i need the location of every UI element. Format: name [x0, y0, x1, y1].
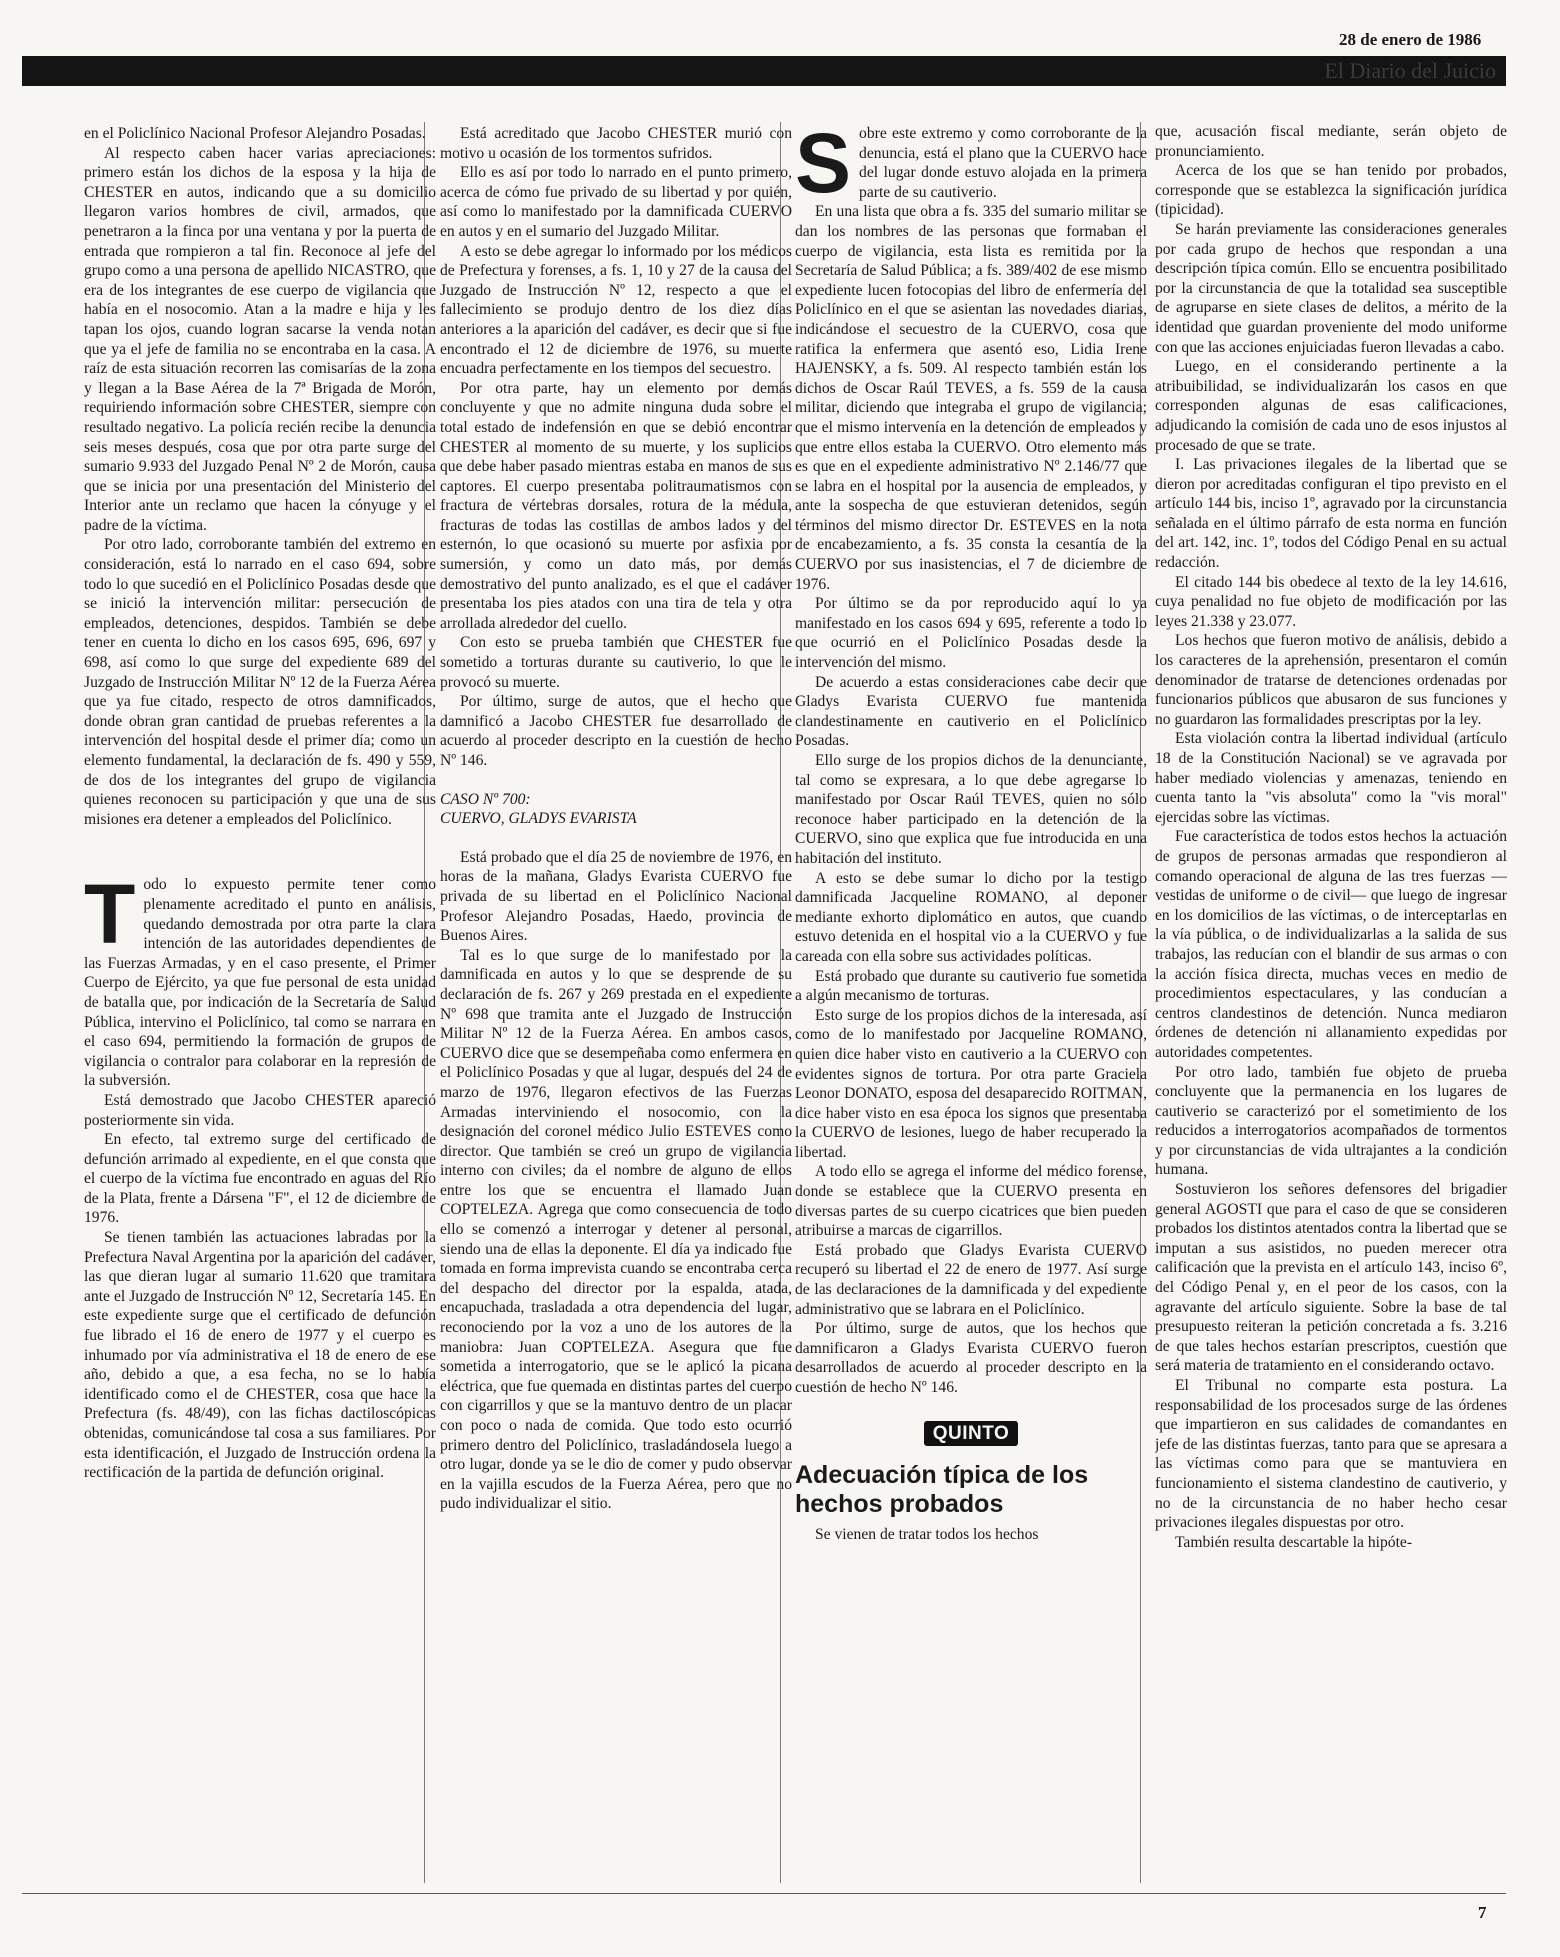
paragraph: Con esto se prueba también que CHESTER fue sometido a torturas durante su cautiverio, lo que le provocó su muerte.: [440, 634, 792, 691]
paragraph: A esto se debe sumar lo dicho por la testigo damnificada Jacqueline ROMANO, al deponer mediante exhorto diplomático en autos, que cuando estuvo detenida en el hospital vio a la CUERVO y fue careada con ella sobre sus actividades políticas.: [795, 869, 1147, 965]
paragraph: Por último se da por reproducido aquí lo ya manifestado en los casos 694 y 695, referente a todo lo que ocurrió en el Policlínico Posadas desde la intervención del mismo.: [795, 595, 1147, 672]
paragraph-text: odo lo expuesto permite tener como plenamente acreditado el punto en análisis, quedando demostrada por otra parte la clara intención de las autoridades dependientes de las Fuerzas Armadas, y en el caso presente, el Primer Cuerpo de Ejército, ya que fue personal de esta unidad de batalla que, por indicación de la Secretaría de Salud Pública, intervino el Policlínico, tal como se narrara en el caso 694, permitiendo la formación de grupos de vigilancia o contralor para colaborar en la represión de la subversión.: [84, 876, 436, 1090]
page-number: 7: [1478, 1903, 1487, 1922]
section-label: [795, 1424, 1147, 1444]
paragraph: Está probado que Gladys Evarista CUERVO recuperó su libertad el 22 de enero de 1977. Así surge de las declaraciones de la damnificada y del expediente administrativo que se labrara en el Policlínico.: [795, 1241, 1147, 1318]
paragraph: Está demostrado que Jacobo CHESTER apareció posteriormente sin vida.: [84, 1091, 436, 1129]
paragraph: Está probado que el día 25 de noviembre de 1976, en horas de la mañana, Gladys Evarista CUERVO fue privada de su libertad en el Policlínico Nacional Profesor Alejandro Posadas, Haedo, provincia de Buenos Aires.: [440, 848, 792, 945]
paragraph: en el Policlínico Nacional Profesor Alejandro Posadas.: [84, 125, 426, 142]
text-column-3: [795, 124, 1147, 1885]
paragraph: A esto se debe agregar lo informado por los médicos de Prefectura y forenses, a fs. 1, 10 y 27 de la causa del Juzgado de Instrucción Nº 12, respecto a que el fallecimiento se produjo dentro de los diez días anteriores a la aparición del cadáver, es decir que si fue encontrado el 12 de diciembre de 1976, su muerte encuadra perfectamente en los tiempos del secuestro.: [440, 242, 792, 378]
paragraph: Sostuvieron los señores defensores del brigadier general AGOSTI que para el caso de que se consideren probados los distintos atentados contra la libertad que se imputan a sus asistidos, no pueden merecer otra calificación que la prevista en el artículo 143, inciso 6º, del Código Penal y, en el peor de los casos, con la agravante del artículo siguiente. Sobre la base de tal presupuesto reiteran la petición concretada a fs. 3.216 de que tales hechos estarían prescriptos, cuestión que será materia de tratamiento en el considerando octavo.: [1155, 1181, 1507, 1375]
paragraph: El citado 144 bis obedece al texto de la ley 14.616, cuya penalidad no fue objeto de modificación por las leyes 21.338 y 23.077.: [1155, 573, 1507, 630]
paragraph: Tal es lo que surge de lo manifestado por la damnificada en autos y lo que se desprende de su declaración de fs. 267 y 269 prestada en el expediente Nº 698 que tramita ante el Juzgado de Instrucción Militar Nº 12 de la Fuerza Aérea. En ambos casos, CUERVO dice que se desempeñaba como enfermera en el Policlínico Posadas y que al lugar, después del 24 de marzo de 1976, llegaron efectivos de las Fuerzas Armadas interviniendo el nosocomio, con la designación del coronel médico Julio ESTEVES como director. Que también se creó un grupo de vigilancia interno con civiles; da el nombre de alguno de ellos entre los que se encuentra el llamado Juan COPTELEZA. Agrega que como consecuencia de todo ello se comenzó a interrogar y detener al personal, siendo una de ellas la deponente. El día ya indicado fue tomada en forma imprevista cuando se encontraba cerca del despacho del director por la espalda, atada, encapuchada, trasladada a otra dependencia del lugar, reconociendo por la voz a uno de los autores de la maniobra: Juan COPTELEZA. Asegura que fue sometida a interrogatorio, que se le aplicó la picana eléctrica, que fue quemada en distintas partes del cuerpo con cigarrillos y que se la mantuvo dentro de un placar con poco o nada de comida. Que todo esto ocurrió primero dentro del Policlínico, trasladándosela luego a otro lugar, donde ya se le dio de comer y pudo observar en la vajilla escudos de la Fuerza Aérea, pero que no pudo individualizar el sitio.: [440, 946, 792, 1513]
paragraph: Esto surge de los propios dichos de la interesada, así como de lo manifestado por Jacqueline ROMANO, quien dice haber visto en cautiverio a la CUERVO con evidentes signos de tortura. Por otra parte Graciela Leonor DONATO, esposa del desaparecido ROITMAN, dice haber visto en esa época los signos que presentaba la CUERVO de lesiones, luego de haber recuperado la libertad.: [795, 1006, 1147, 1161]
paragraph: Por otro lado, también fue objeto de prueba concluyente que la permanencia en los lugares de cautiverio se caracterizó por el sometimiento de los reducidos a interrogatorios acompañados de tormentos y por circunstancias de vida ultrajantes a la condición humana.: [1155, 1063, 1507, 1179]
case-heading-number: CASO Nº 700:: [440, 790, 531, 808]
section-label-text: QUINTO: [924, 1421, 1019, 1446]
paragraph: El Tribunal no comparte esta postura. La responsabilidad de los procesados surge de las órdenes que impartieron en sus calidades de comandantes en jefe de las distintas fuerzas, tanto para que se apresara a las víctimas como para que se mantuviera en funcionamiento el sistema clandestino de cautiverio, y no de la circunstancia de no haber hecho cesar privaciones ilegales dispuestas por otro.: [1155, 1377, 1507, 1532]
paragraph: Fue característica de todos estos hechos la actuación de grupos de personas armadas que respondieron al comando operacional de alguna de las tres fuerzas —vestidas de uniforme o de civil— que luego de ingresar en los domicilios de las víctimas, o de interceptarlas en la vía pública, o de individualizarlas a la salida de sus trabajos, las reducían con el blandir de sus armas o con la acción física directa, muchas veces en medio de procedimientos espectaculares, y las conducían a centros clandestinos de detención. Nunca mediaron órdenes de detención ni allanamiento expedidas por autoridades competentes.: [1155, 828, 1507, 1061]
dropcap: S: [795, 124, 852, 210]
paragraph: Luego, en el considerando pertinente a la atribuibilidad, se individualizarán los casos en que corresponden algunas de esas calificaciones, adjudicando la comisión de cada uno de esos injustos al procesado de que se trate.: [1155, 358, 1507, 454]
paragraph: Por otro lado, corroborante también del extremo en consideración, está lo narrado en el caso 694, sobre todo lo que sucedió en el Policlínico Posadas desde que se inició la intervención militar: persecución de empleados, detenciones, despidos. También se debe tener en cuenta lo dicho en los casos 695, 696, 697 y 698, así como lo que surge del expediente 689 del Juzgado de Instrucción Militar Nº 12 de la Fuerza Aérea que ya fue citado, respecto de otros damnificados, donde obran gran cantidad de pruebas referentes a la intervención del hospital desde el primer día; como un elemento fundamental, la declaración de fs. 490 y 559, de dos de los integrantes del grupo de vigilancia quienes reconocen su participación y que una de sus misiones era detener a empleados del Policlínico.: [84, 536, 436, 828]
paragraph: Ello surge de los propios dichos de la denunciante, tal como se expresara, a lo que debe agregarse lo manifestado por Oscar Raúl TEVES, quien no sólo reconoce haber participado en la detención de la CUERVO, sino que explica que fue introducida en una habitación del instituto.: [795, 752, 1147, 867]
paragraph: Por otra parte, hay un elemento por demás concluyente y que no admite ninguna duda sobre el total estado de indefensión en que se debió encontrar CHESTER al momento de su muerte, y los suplicios que debe haber pasado mientras estaba en manos de sus captores. El cuerpo presentaba politraumatismos con fractura de vértebras dorsales, rotura de la médula, fracturas de todas las costillas de ambos lados y del esternón, lo que ocasionó su muerte por asfixia por sumersión, y como un dato más, por demás demostrativo del punto analizado, es el que el cadáver presentaba los pies atados con una tira de tela y otra arrollada alrededor del cuello.: [440, 379, 792, 632]
issue-date: 28 de enero de 1986: [1335, 30, 1485, 50]
header-faded-title: El Diario del Juicio: [1324, 58, 1496, 83]
paragraph-with-dropcap: [84, 867, 436, 1091]
paragraph-with-dropcap: [795, 124, 1147, 210]
paragraph: Se vienen de tratar todos los hechos: [815, 1526, 1039, 1544]
paragraph: También resulta descartable la hipóte-: [1175, 1533, 1413, 1551]
paragraph: que, acusación fiscal mediante, serán objeto de pronunciamiento.: [1155, 123, 1507, 160]
paragraph: Por último, surge de autos, que los hechos que damnificaron a Gladys Evarista CUERVO fueron desarrollados de acuerdo al proceder descripto en la cuestión de hecho Nº 146.: [795, 1320, 1147, 1396]
paragraph: Ello es así por todo lo narrado en el punto primero, acerca de cómo fue privado de su libertad y por quién, así como lo manifestado por la damnificada CUERVO en autos y en el sumario del Juzgado Militar.: [440, 164, 792, 240]
paragraph: En una lista que obra a fs. 335 del sumario militar se dan los nombres de las personas que formaban el cuerpo de vigilancia, esta lista es remitida por la Secretaría de Salud Pública; a fs. 389/402 de ese mismo expediente lucen fotocopias del libro de enfermería del Policlínico en el que se asientan las novedades diarias, indicándose el secuestro de la CUERVO, cosa que ratifica la enfermera que asentó eso, Lidia Irene HAJENSKY, a fs. 509. Al respecto también están los dichos de Oscar Raúl TEVES, a fs. 559 de la causa militar, diciendo que integraba el grupo de vigilancia; que el mismo intervenía en la detención de empleados y que entre ellos estaba la CUERVO. Otro elemento más es que en el expediente administrativo Nº 2.146/77 que se labra en el hospital por la ausencia de empleados, y ante la sospecha de que estuvieran detenidos, según términos del mismo director Dr. ESTEVES en la nota de encabezamiento, a fs. 35 consta la cesantía de la CUERVO por sus inasistencias, el 7 de diciembre de 1976.: [795, 203, 1147, 593]
footer-rule: [22, 1893, 1506, 1894]
paragraph: Acerca de los que se han tenido por probados, corresponde que se establezca la significación jurídica (tipicidad).: [1155, 162, 1507, 219]
text-column-2: [440, 124, 792, 1885]
text-column-4: [1155, 122, 1507, 1885]
paragraph: De acuerdo a estas consideraciones cabe decir que Gladys Evarista CUERVO fue mantenida clandestinamente en cautiverio en el Policlínico Posadas.: [795, 673, 1147, 750]
paragraph: En efecto, tal extremo surge del certificado de defunción arrimado al expediente, en el que consta que el cuerpo de la víctima fue encontrado en aguas del Río de la Plata, frente a Dársena "F", el 12 de diciembre de 1976.: [84, 1131, 436, 1227]
paragraph: Se harán previamente las consideraciones generales por cada grupo de hechos que respondan a una descripción típica común. Ello se encuentra posibilitado por la circunstancia de que la totalidad sea susceptible de agruparse en siete clases de delitos, a mérito de la identidad que guardan proveniente del modo uniforme con que las acciones enjuiciadas fueron llevadas a cabo.: [1155, 220, 1507, 356]
paragraph: Esta violación contra la libertad individual (artículo 18 de la Constitución Nacional) se ve agravada por haber mediado violencias y amenazas, teniendo en cuenta tanto la "vis absoluta" como la "vis moral" ejercidas sobre las víctimas.: [1155, 730, 1507, 826]
section-title: Adecuación típica de los hechos probados: [795, 1461, 1089, 1519]
paragraph: Está acreditado que Jacobo CHESTER murió con motivo u ocasión de los tormentos sufridos.: [440, 125, 792, 162]
paragraph: Los hechos que fueron motivo de análisis, debido a los caracteres de la aprehensión, presentaron el común denominador de tratarse de detenciones ordenadas por funcionarios públicos que abusaron de sus funciones y no guardaron las formalidades prescriptas por la ley.: [1155, 632, 1507, 728]
header-bar: [22, 56, 1506, 86]
paragraph: A todo ello se agrega el informe del médico forense, donde se establece que la CUERVO presenta en diversas partes de su cuerpo cicatrices que bien pueden atribuirse a marcas de cigarrillos.: [795, 1163, 1147, 1240]
case-heading-name: CUERVO, GLADYS EVARISTA: [440, 810, 637, 828]
paragraph: Está probado que durante su cautiverio fue sometida a algún mecanismo de torturas.: [795, 967, 1147, 1005]
paragraph-text: obre este extremo y como corroborante de la denuncia, está el plano que la CUERVO hace del lugar donde estuvo alojada en la primera parte de su cautiverio.: [859, 125, 1147, 201]
paragraph: Se tienen también las actuaciones labradas por la Prefectura Naval Argentina por la aparición del cadáver, las que dieran lugar al sumario 11.620 que tramitara ante el Juzgado de Instrucción Nº 12, Secretaría 145. En este expediente surge que el certificado de defunción fue librado el 16 de enero de 1977 y el cuerpo es inhumado por vía administrativa el 18 de enero de ese año, debido a que, a esa fecha, no se lo había identificado como el de CHESTER, cosa que hace la Prefectura (fs. 48/49), con las fichas dactiloscópicas obtenidas, comunicándose tal cosa a sus familiares. Por esta identificación, el Juzgado de Instrucción ordena la rectificación de la partida de defunción original.: [84, 1229, 436, 1482]
dropcap: T: [84, 867, 136, 962]
text-column-1: [84, 124, 436, 1885]
paragraph: Por último, surge de autos, que el hecho que damnificó a Jacobo CHESTER fue desarrollado de acuerdo al proceder descripto en la cuestión de hecho Nº 146.: [440, 693, 792, 769]
paragraph: Al respecto caben hacer varias apreciaciones: primero están los dichos de la esposa y la hija de CHESTER en autos, indicando que a su domicilio llegaron varios hombres de civil, armados, que penetraron a la finca por una ventana y por la puerta de entrada que rompieron a tal fin. Reconoce al jefe del grupo como a una persona de apellido NICASTRO, que era de los integrantes de ese cuerpo de vigilancia que había en el nosocomio. Atan a la madre e hija y les tapan los ojos, cuando logran sacarse la venda notan que ya el jefe de familia no se encontraba en la casa. A raíz de esta situación recorren las comisarías de la zona y llegan a la Base Aérea de la 7ª Brigada de Morón, requiriendo información sobre CHESTER, siempre con resultado negativo. La policía recién recibe la denuncia seis meses después, cosa que por otra parte surge del sumario 9.933 del Juzgado Penal Nº 2 de Morón, causa que se inicia por una presentación del Ministerio del Interior ante un reclamo que hacen la cónyuge y el padre de la víctima.: [84, 144, 436, 534]
paragraph: I. Las privaciones ilegales de la libertad que se dieron por acreditadas configuran el tipo previsto en el artículo 144 bis, inciso 1º, agravado por la circunstancia señalada en el último párrafo de esta norma en función del art. 142, inc. 1º, todos del Código Penal en su actual redacción.: [1155, 456, 1507, 572]
